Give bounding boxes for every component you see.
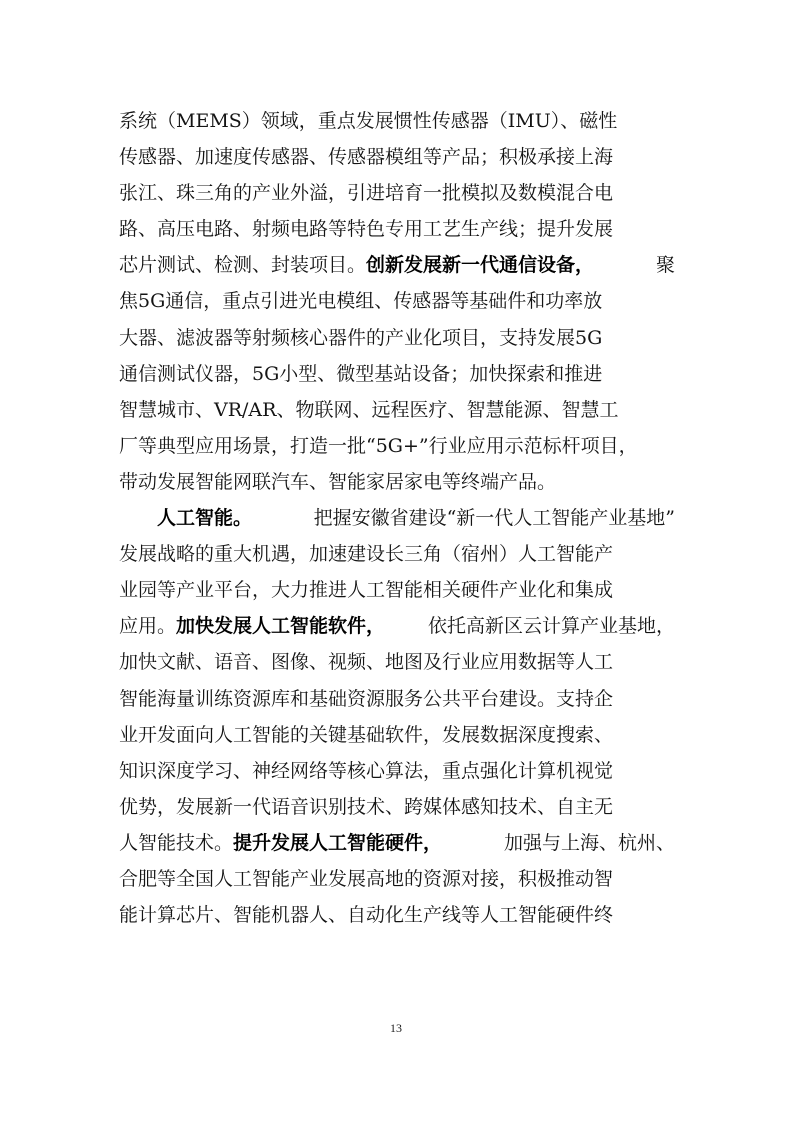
text-line (119, 500, 675, 536)
text-line: 智慧城市、VR/AR、物联网、远程医疗、智慧能源、智慧工 (119, 398, 619, 421)
page-number: 13 (390, 1021, 402, 1035)
text-line: 传感器、加速度传感器、传感器模组等产品；积极承接上海 (119, 146, 614, 169)
line-prefix: 芯片测试、检测、封装项目。 (119, 254, 367, 277)
text-run (119, 825, 442, 861)
text-line: 能计算芯片、智能机器人、自动化生产线等人工智能硬件终 (119, 904, 614, 927)
line-suffix: 依托高新区云计算产业基地， (427, 615, 675, 638)
text-line (119, 825, 675, 861)
text-line: 发展战略的重大机遇，加速建设长三角（宿州）人工智能产 (119, 543, 614, 566)
text-line: 厂等典型应用场景，打造一批“5G+”行业应用示范标杆项目， (119, 434, 638, 457)
text-run (119, 247, 594, 283)
text-line: 优势，发展新一代语音识别技术、跨媒体感知技术、自主无 (119, 795, 614, 818)
line-prefix: 应用。 (119, 615, 177, 638)
text-line: 带动发展智能网联汽车、智能家居家电等终端产品。 (119, 470, 557, 493)
body-text (119, 103, 675, 933)
bold-heading-ai-hardware: 提升发展人工智能硬件， (233, 831, 443, 854)
text-line: 焦5G通信，重点引进光电模组、传感器等基础件和功率放 (119, 290, 603, 313)
text-run (119, 608, 385, 644)
text-line: 路、高压电路、射频电路等特色专用工艺生产线；提升发展 (119, 218, 614, 241)
bold-heading-ai-software: 加快发展人工智能软件， (176, 615, 386, 638)
bold-heading-5g: 创新发展新一代通信设备， (366, 254, 595, 277)
text-line: 张江、珠三角的产业外溢，引进培育一批模拟及数模混合电 (119, 182, 614, 205)
bold-heading-ai: 人工智能。 (157, 507, 253, 530)
line-suffix: 把握安徽省建设“新一代人工智能产业基地” (313, 507, 675, 530)
text-line: 加快文献、语音、图像、视频、地图及行业应用数据等人工 (119, 651, 614, 674)
text-line: 系统（MEMS）领域，重点发展惯性传感器（IMU）、磁性 (119, 110, 618, 132)
text-line: 业开发面向人工智能的关键基础软件，发展数据深度搜索、 (119, 723, 614, 746)
text-line: 知识深度学习、神经网络等核心算法，重点强化计算机视觉 (119, 759, 614, 782)
line-suffix: 聚 (655, 254, 675, 277)
text-line: 合肥等全国人工智能产业发展高地的资源对接，积极推动智 (119, 867, 614, 890)
line-prefix: 人智能技术。 (119, 831, 234, 854)
line-suffix: 加强与上海、杭州、 (503, 831, 675, 854)
text-line (119, 247, 675, 283)
text-line: 大器、滤波器等射频核心器件的产业化项目，支持发展5G (119, 326, 603, 349)
text-line: 智能海量训练资源库和基础资源服务公共平台建设。支持企 (119, 687, 614, 710)
text-line (119, 608, 675, 644)
text-line: 业园等产业平台，大力推进人工智能相关硬件产业化和集成 (119, 579, 614, 602)
text-line: 通信测试仪器，5G小型、微型基站设备；加快探索和推进 (119, 362, 603, 385)
